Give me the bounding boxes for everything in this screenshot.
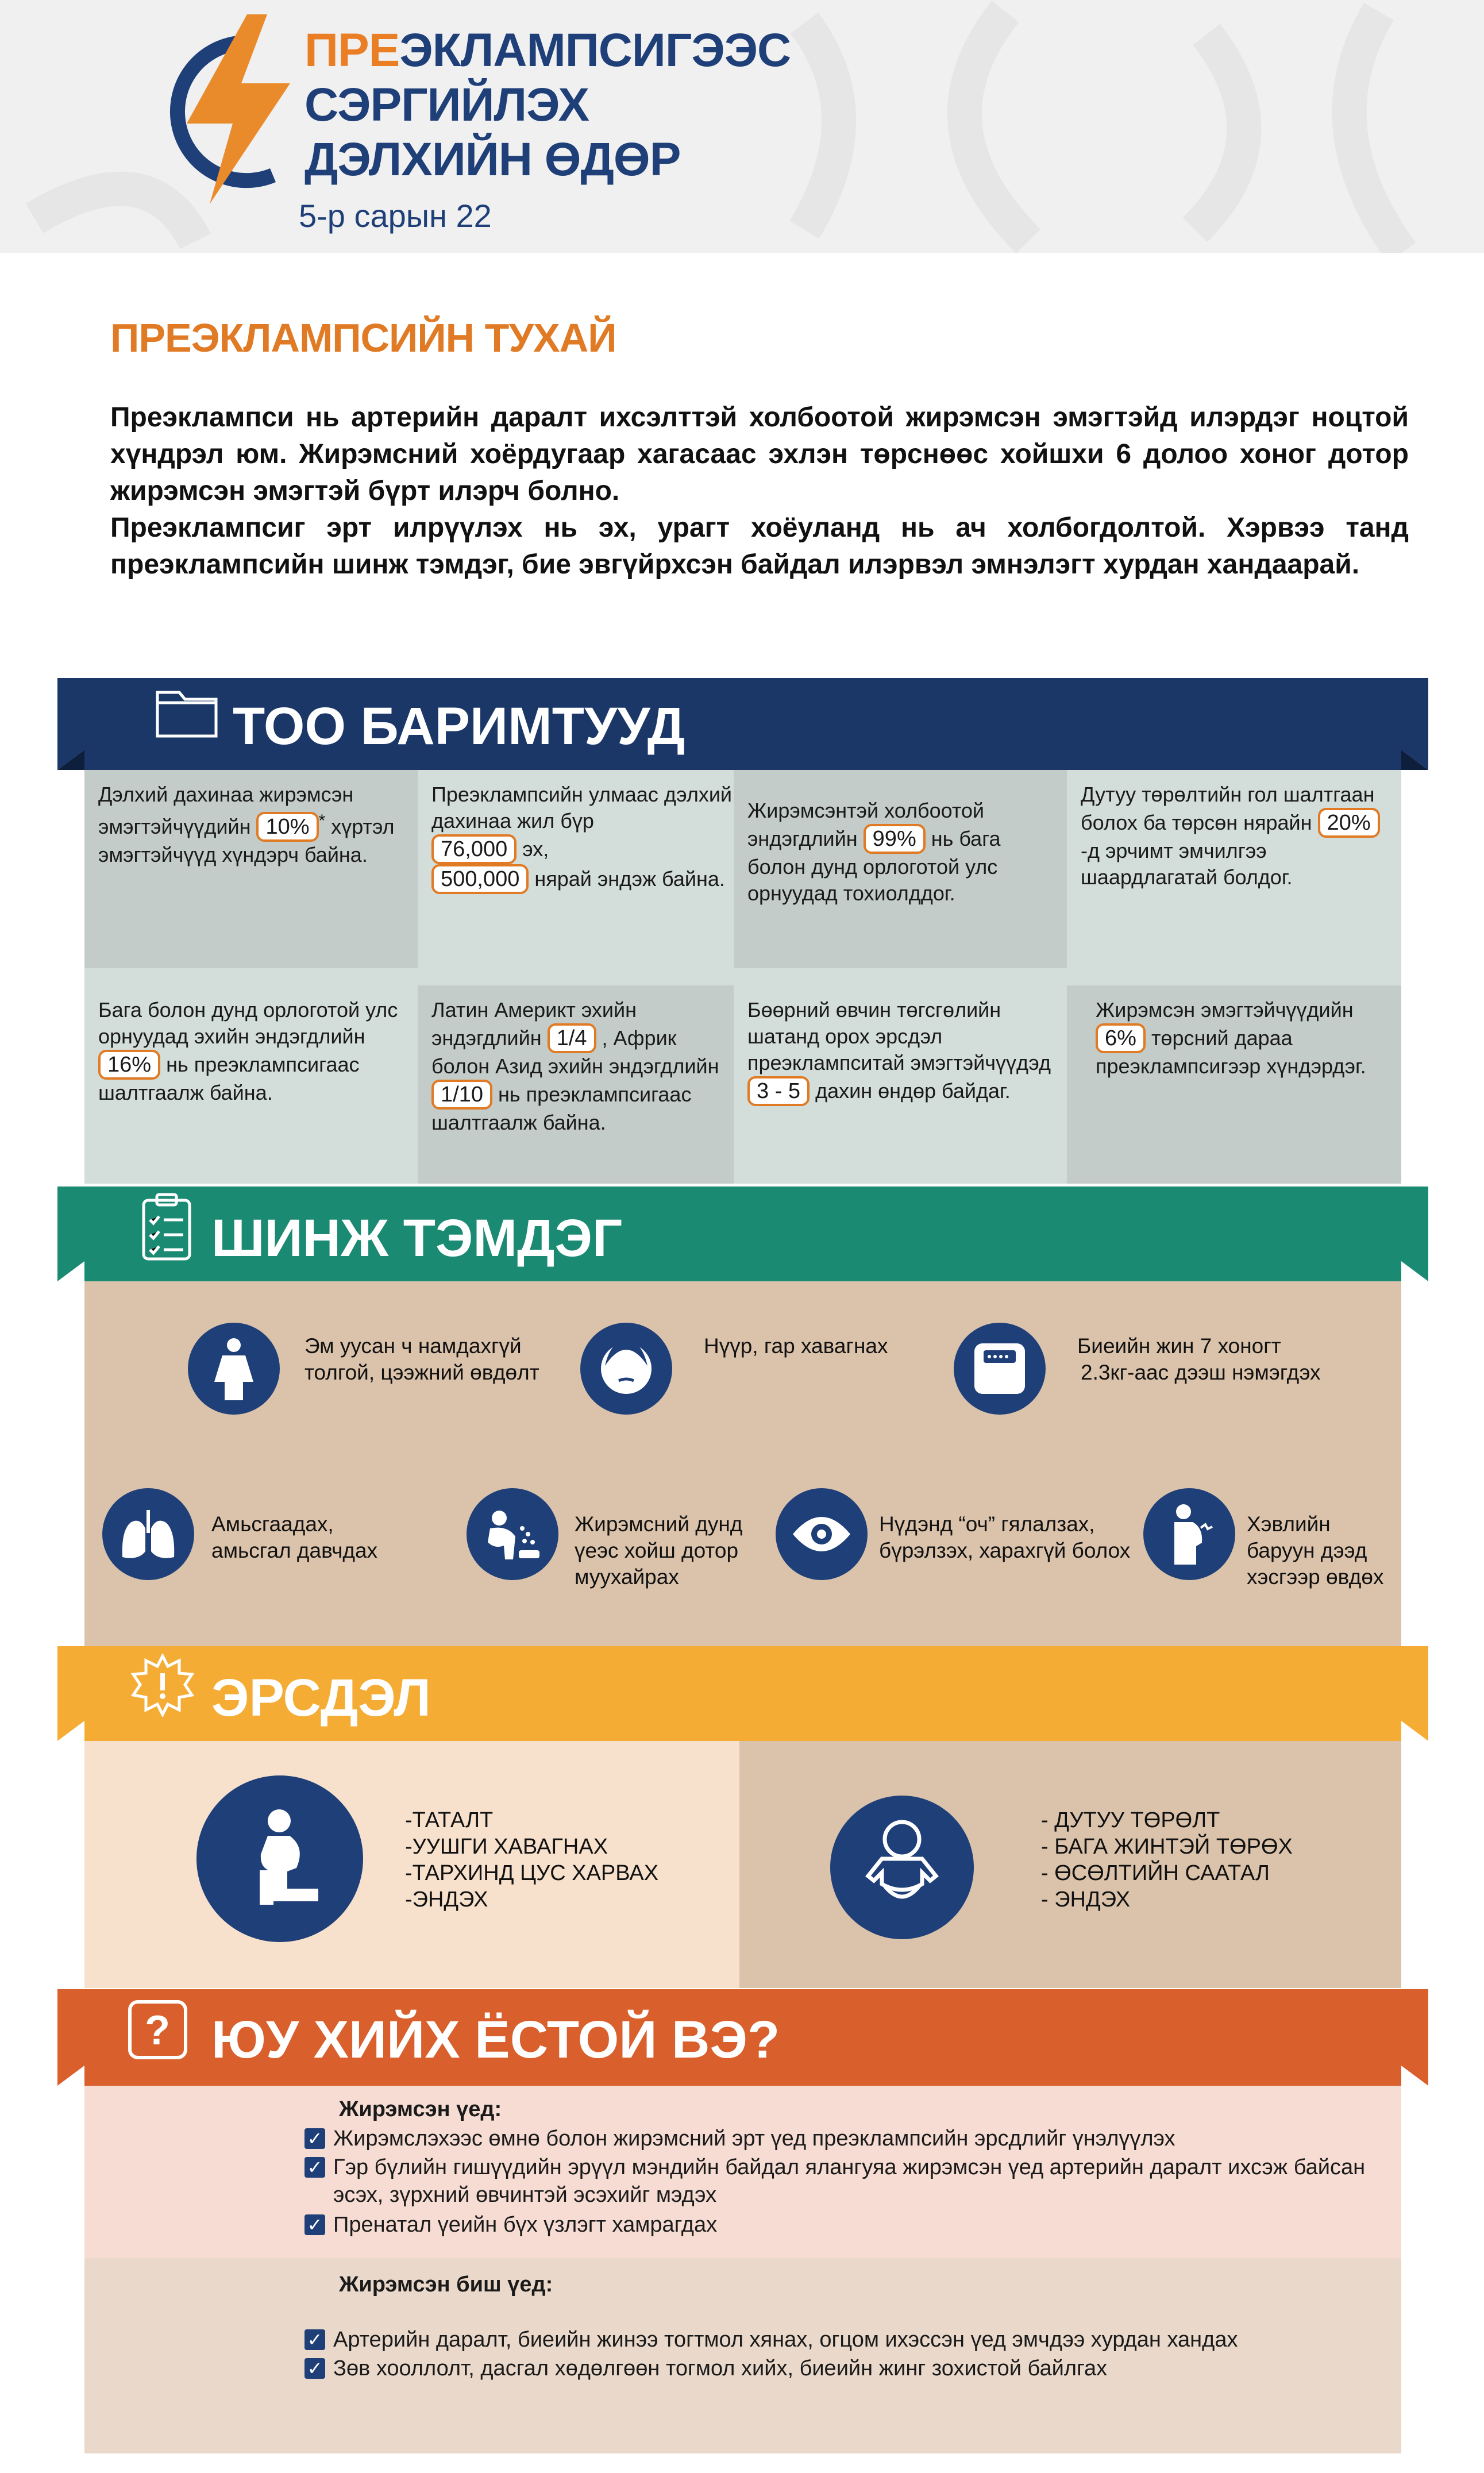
fact-cell-8: Жирэмсэн эмэгтэйчүүдийн 6% төрсний дараа преэклампсигээр хүндэрдэг. [1067,985,1401,1184]
todo-title: ЮУ ХИЙХ ЁСТОЙ ВЭ? [211,2010,780,2069]
pregnant-woman-icon [196,1775,363,1942]
todo-item: ✓ Пренатал үеийн бүх үзлэгт хамрагдах [304,2211,1396,2239]
headache-icon [188,1323,280,1415]
fact-cell-6: Латин Америкт эхийн эндэгдлийн 1/4 , Африк болон Азид эхийн эндэгдлийн 1/10 нь преэклампсигаас шалтгаалж байна. [418,985,751,1184]
facts-title: ТОО БАРИМТУУД [233,697,685,756]
fact-cell-2: Преэклампсийн улмаас дэлхий дахинаа жил бүр 76,000 эх, 500,000 нярай эндэж байна. [418,770,751,968]
fact-value: 99% [864,824,926,854]
fact-cell-7: Бөөрний өвчин төгсгөлийн шатанд орох эрсдэл преэклампситай эмэгтэйчүүдэд 3 - 5 дахин өндөр байдаг. [734,985,1067,1184]
todo-item: ✓ Гэр бүлийн гишүүдийн эрүүл мэндийн байдал ялангуяа жирэмсэн үед артерийн даралт ихсэж байсан эсэх, зүрхний өвчинтэй эсэхийг мэдэх [304,2154,1396,2209]
fact-value: 1/10 [431,1080,492,1110]
intro-paragraph-1: Преэклампси нь артерийн даралт ихсэлттэй холбоотой жирэмсэн эмэгтэйд илэрдэг ноцтой хүндрэл юм. Жирэмсний хоёрдугаар хагасаас эхлэн төрснөөс хойшхи 6 долоо хоног дотор жирэмсэн эмэгтэй бүрт илэрч болно. [110,402,1409,506]
event-date: 5-р сарын 22 [299,198,492,234]
fact-value: 1/4 [548,1023,596,1053]
fact-value: 20% [1318,808,1380,838]
baby-icon [830,1796,974,1939]
svg-text:?: ? [145,2008,170,2054]
fact-value: 16% [98,1050,160,1080]
todo-item: ✓ Жирэмслэхээс өмнө болон жирэмсний эрт үед преэклампсийн эрсдлийг үнэлүүлэх [304,2125,1396,2152]
intro-body [110,399,1409,583]
todo-pregnant-heading: Жирэмсэн үед: [339,2097,502,2121]
todo-item: ✓ Зөв хооллолт, дасгал хөдөлгөөн тогмол хийх, биеийн жинг зохистой байлгах [304,2355,1396,2382]
risk-mother-item: -ЭНДЭХ [405,1888,488,1912]
todo-header [57,1989,1428,2087]
fact-value: 3 - 5 [747,1076,810,1106]
title-line-1: ПРЕЭКЛАМПСИГЭЭС [304,24,791,76]
title-line-2: СЭРГИЙЛЭХ [304,79,589,131]
facts-header [57,678,1428,776]
header-banner [0,0,1484,253]
checkbox-checked-icon: ✓ [304,2128,325,2149]
risk-baby-list [1041,1807,1293,1913]
risk-mother-list [405,1807,658,1913]
risk-baby-item: - ЭНДЭХ [1041,1888,1131,1912]
symptom-vision: Нүдэнд “оч” гялалзах, бүрэлзэх, харахгүй болох [879,1512,1131,1562]
todo-item: ✓ Артерийн даралт, биеийн жинээ тогтмол хянах, огцом ихэссэн үед эмчдээ хурдан хандах [304,2326,1396,2353]
fact-cell-1: Дэлхий дахинаа жирэмсэн эмэгтэйчүүдийн 10% * хүртэл эмэгтэйчүүд хүндэрч байна. [84,770,418,968]
fact-cell-4: Дутуу төрөлтийн гол шалтгаан болох ба төрсөн нярайн 20% -д эрчимт эмчилгээ шаардлагатай болдог. [1067,770,1401,968]
risk-baby-item: - ӨСӨЛТИЙН СААТАЛ [1041,1861,1270,1885]
risk-mother-item: -ТАРХИНД ЦУС ХАРВАХ [405,1861,659,1885]
symptom-face-swelling: Нүүр, гар хавагнах [704,1334,888,1358]
symptoms-header [57,1187,1428,1284]
risk-title: ЭРСДЭЛ [211,1669,431,1727]
title-line-3: ДЭЛХИЙН ӨДӨР [304,133,681,186]
intro-paragraph-2: Преэклампсиг эрт илрүүлэх нь эх, урагт хоёуланд нь ач холбогдолтой. Хэрвээ танд преэклампсийн шинж тэмдэг, бие эвгүйрхсэн байдал илэрвэл эмнэлэгт хурдан хандаарай. [110,513,1409,580]
symptom-weight-gain: Биеийн жин 7 хоногт 2.3кг-аас дээш нэмэгдэх [1077,1334,1321,1384]
risk-baby-item: - ДУТУУ ТӨРӨЛТ [1041,1808,1220,1832]
risk-mother-item: -УУШГИ ХАВАГНАХ [405,1835,608,1859]
lungs-icon [102,1488,194,1580]
eye-icon [776,1488,868,1580]
todo-nonpregnant-heading: Жирэмсэн биш үед: [339,2272,553,2297]
header-title [304,23,791,187]
checkbox-checked-icon: ✓ [304,2358,325,2379]
nausea-icon [467,1488,558,1580]
intro-title: ПРЕЭКЛАМПСИЙН ТУХАЙ [110,315,616,360]
symptom-abdominal-pain: Хэвлийн баруун дээд хэсгээр өвдөх [1247,1512,1384,1589]
abdominal-pain-icon [1143,1488,1235,1580]
fact-cell-5: Бага болон дунд орлоготой улс орнуудад эхийн эндэгдлийн 16% нь преэклампсигаас шалтгаалж байна. [84,985,418,1184]
risk-mother-item: -ТАТАЛТ [405,1808,494,1832]
checkbox-checked-icon: ✓ [304,2329,325,2350]
fact-value: 10% [256,812,318,842]
symptom-breathing: Амьсгаадах, амьсгал давчдах [211,1512,378,1562]
fact-value: 6% [1096,1023,1146,1053]
fact-cell-3: Жирэмсэнтэй холбоотой эндэгдлийн 99% нь бага болон дунд орлоготой улс орнуудад тохиолддог. [734,770,1067,968]
facts-grid [84,770,1401,1184]
fact-value: 76,000 [431,834,516,864]
symptom-headache: Эм уусан ч намдахгүй толгой, цээжний өвдөлт [304,1334,539,1384]
face-swelling-icon [580,1323,672,1415]
symptom-nausea: Жирэмсний дунд үеэс хойш дотор муухайрах [575,1512,743,1589]
symptoms-title: ШИНЖ ТЭМДЭГ [211,1209,623,1268]
scale-icon [954,1323,1046,1415]
checkbox-checked-icon: ✓ [304,2157,325,2178]
fact-value: 500,000 [431,864,529,894]
checkbox-checked-icon: ✓ [304,2214,325,2235]
lightning-bolt-icon [147,14,313,204]
risk-baby-item: - БАГА ЖИНТЭЙ ТӨРӨХ [1041,1835,1293,1859]
risk-header [57,1646,1428,1744]
